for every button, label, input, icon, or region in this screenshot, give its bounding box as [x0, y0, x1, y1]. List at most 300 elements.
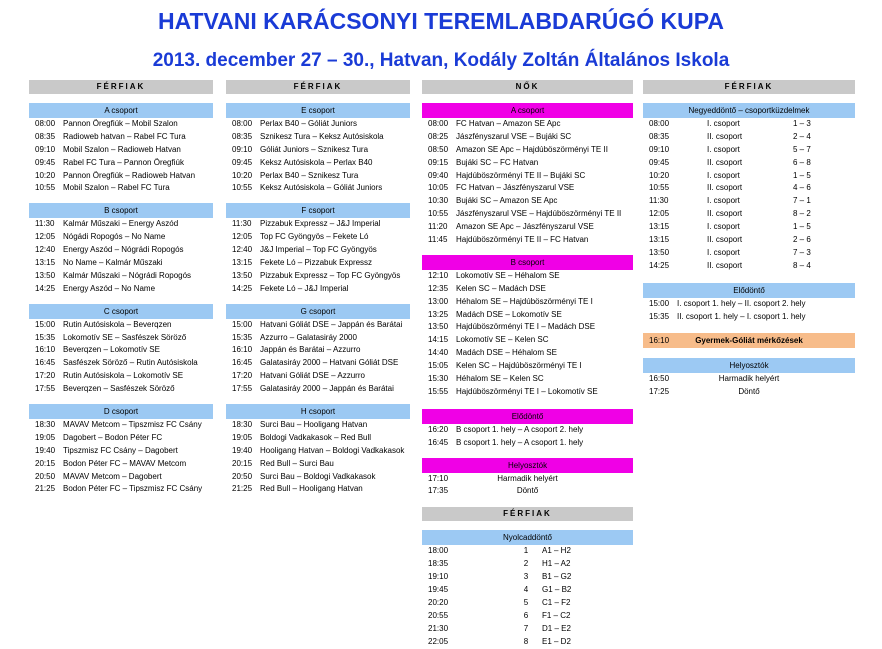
match-time: 15:00	[35, 319, 56, 329]
column-men-groups-a-d	[29, 80, 213, 496]
match-time: 09:10	[35, 144, 56, 154]
match-row	[226, 458, 410, 471]
match-row	[29, 231, 213, 244]
match-row	[422, 334, 633, 347]
match-teams: Hooligang Hatvan – Boldogi Vadkakasok	[260, 445, 405, 455]
match-group: II. csoport	[707, 235, 743, 245]
match-group: II. csoport	[707, 260, 743, 270]
match-time: 16:45	[232, 358, 253, 368]
match-teams: FC Hatvan – Jászfényszarul VSE	[456, 183, 575, 193]
match-row	[422, 437, 633, 450]
match-teams: Red Bull – Surci Bau	[260, 458, 334, 468]
group-list	[29, 103, 213, 496]
match-group: II. csoport	[707, 209, 743, 219]
match-time: 10:20	[232, 170, 253, 180]
match-teams: No Name – Kalmár Műszaki	[63, 258, 163, 268]
round-of-16-header: Nyolcaddöntő	[422, 530, 633, 545]
match-time: 13:50	[232, 270, 253, 280]
match-teams: Radioweb hatvan – Rabel FC Tura	[63, 131, 186, 141]
match-teams: FC Hatvan – Amazon SE Apc	[456, 119, 561, 128]
match-time: 16:50	[649, 374, 670, 384]
match-time: 15:00	[232, 319, 253, 329]
group-header: E csoport	[226, 103, 410, 118]
match-row	[226, 344, 410, 357]
match-time: 09:45	[649, 157, 670, 167]
match-row	[422, 571, 633, 584]
match-row	[643, 157, 855, 170]
match-time: 19:40	[232, 445, 253, 455]
match-time: 13:50	[35, 270, 56, 280]
match-time: 15:00	[649, 298, 670, 308]
match-number: 2	[523, 559, 529, 569]
match-teams: Beverqzen – Sasfészek Söröző	[63, 384, 175, 394]
match-row	[29, 432, 213, 445]
match-time: 17:35	[428, 486, 449, 496]
match-time: 09:15	[428, 157, 449, 167]
match-time: 12:05	[649, 209, 670, 219]
group-header: G csoport	[226, 304, 410, 319]
match-teams: Keksz Autósiskola – Góliát Juniors	[260, 183, 383, 193]
match-time: 11:45	[428, 235, 448, 245]
match-teams: Kalmár Műszaki – Energy Aszód	[63, 219, 179, 229]
match-row	[643, 118, 855, 131]
match-time: 16:20	[428, 424, 449, 434]
match-time: 16:10	[35, 345, 56, 355]
match-teams: Döntő	[738, 387, 760, 397]
match-time: 18:30	[232, 420, 253, 430]
special-event-time: 16:10	[649, 336, 670, 346]
match-row	[422, 118, 633, 131]
match-row	[422, 386, 633, 399]
match-time: 17:55	[232, 384, 253, 394]
match-group: II. csoport	[707, 131, 743, 141]
placement-header: Helyosztók	[643, 358, 855, 373]
match-teams: Hajdúböszörményi TE II – FC Hatvan	[456, 235, 589, 245]
match-row	[29, 157, 213, 170]
match-teams: Jászfényszarul VSE – Bujáki SC	[456, 131, 572, 141]
match-teams: Kalmár Műszaki – Nógrádi Ropogós	[63, 270, 192, 280]
match-teams: Perlax B40 – Sznikesz Tura	[260, 170, 359, 180]
match-time: 11:20	[428, 222, 448, 232]
match-row	[29, 458, 213, 471]
match-row	[643, 131, 855, 144]
match-teams: B csoport 1. hely – A csoport 2. hely	[456, 424, 584, 434]
match-teams: Mobil Szalon – Rabel FC Tura	[63, 183, 170, 193]
match-row	[643, 386, 855, 399]
match-time: 15:35	[649, 311, 670, 321]
match-teams: Pannon Öregfiúk – Mobil Szalon	[63, 119, 178, 128]
match-row	[226, 357, 410, 370]
match-group: I. csoport	[707, 119, 740, 128]
match-list	[422, 118, 633, 247]
match-teams: Góliát Juniors – Sznikesz Tura	[260, 144, 369, 154]
match-time: 12:35	[428, 283, 449, 293]
match-row	[226, 370, 410, 383]
match-teams: Perlax B40 – Góliát Juniors	[260, 119, 357, 128]
match-teams: Tipszmisz FC Csány – Dagobert	[63, 445, 178, 455]
match-row	[422, 485, 633, 498]
match-teams: Top FC Gyöngyös – Fekete Ló	[260, 232, 369, 242]
match-row	[422, 208, 633, 221]
match-teams: Sznikesz Tura – Keksz Autósiskola	[260, 131, 384, 141]
match-time: 20:50	[232, 471, 253, 481]
match-time: 15:55	[428, 386, 449, 396]
match-teams: Sasfészek Söröző – Rutin Autósiskola	[63, 358, 198, 368]
match-row	[422, 182, 633, 195]
match-time: 10:30	[428, 196, 449, 206]
match-teams: Hajdúböszörményi TE I – Lokomotív SE	[456, 386, 598, 396]
match-row	[422, 424, 633, 437]
spacer	[29, 396, 213, 404]
match-list	[643, 373, 855, 399]
match-row	[226, 383, 410, 396]
match-row	[422, 131, 633, 144]
match-time: 17:20	[232, 371, 253, 381]
match-pairing: 4 – 6	[793, 183, 811, 193]
match-time: 15:05	[428, 361, 449, 371]
match-teams: Dagobert – Bodon Péter FC	[63, 432, 163, 442]
group-header: C csoport	[29, 304, 213, 319]
match-pairing: H1 – A2	[542, 559, 571, 569]
match-row	[422, 157, 633, 170]
match-row	[29, 270, 213, 283]
semifinal-header: Elődöntő	[422, 409, 633, 424]
match-row	[422, 360, 633, 373]
match-row	[29, 483, 213, 496]
match-row	[643, 170, 855, 183]
match-row	[226, 144, 410, 157]
match-row	[643, 221, 855, 234]
match-time: 19:05	[232, 432, 253, 442]
match-row	[643, 247, 855, 260]
match-row	[643, 144, 855, 157]
match-teams: Mobil Szalon – Radioweb Hatvan	[63, 144, 181, 154]
match-teams: Hatvani Góliát DSE – Azzurro	[260, 371, 365, 381]
match-teams: Jappán és Barátai – Azzurro	[260, 345, 361, 355]
match-pairing: 1 – 3	[793, 119, 811, 128]
group-header: B csoport	[29, 203, 213, 218]
match-teams: Energy Aszód – Nógrádi Ropogós	[63, 245, 184, 255]
match-pairing: C1 – F2	[542, 597, 571, 607]
match-time: 18:30	[35, 420, 56, 430]
group-list	[226, 103, 410, 496]
match-row	[29, 370, 213, 383]
match-pairing: 5 – 7	[793, 144, 811, 154]
match-number: 5	[523, 597, 529, 607]
match-teams: Lokomotív SE – Kelen SC	[456, 335, 549, 345]
match-time: 17:55	[35, 384, 56, 394]
match-time: 10:55	[35, 183, 56, 193]
match-row	[422, 309, 633, 322]
match-teams: Pizzabuk Expressz – Top FC Gyöngyös	[260, 270, 401, 280]
match-time: 12:05	[232, 232, 253, 242]
match-teams: Nógádi Ropogós – No Name	[63, 232, 166, 242]
match-row	[422, 610, 633, 623]
match-time: 10:20	[35, 170, 56, 180]
match-row	[29, 244, 213, 257]
special-event-row	[643, 333, 855, 348]
match-time: 13:15	[35, 258, 56, 268]
match-teams: Rutin Autósiskola – Beverqzen	[63, 319, 172, 329]
match-time: 17:25	[649, 387, 670, 397]
match-row	[29, 170, 213, 183]
match-number: 3	[523, 572, 529, 582]
spacer	[29, 195, 213, 203]
match-time: 17:10	[428, 473, 449, 483]
match-row	[643, 373, 855, 386]
match-row	[226, 182, 410, 195]
placement-header: Helyosztók	[422, 458, 633, 473]
match-pairing: F1 – C2	[542, 610, 571, 620]
match-time: 13:15	[649, 222, 670, 232]
match-time: 13:50	[649, 247, 670, 257]
match-time: 08:00	[35, 119, 56, 128]
match-number: 6	[523, 610, 529, 620]
match-row	[226, 131, 410, 144]
page-subtitle: 2013. december 27 – 30., Hatvan, Kodály Zoltán Általános Iskola	[152, 50, 730, 71]
match-row	[226, 157, 410, 170]
match-time: 17:20	[35, 371, 56, 381]
match-teams: Kelen SC – Hajdúböszörményi TE I	[456, 361, 582, 371]
match-group: I. csoport	[707, 144, 740, 154]
match-row	[226, 270, 410, 283]
match-row	[226, 170, 410, 183]
match-row	[422, 296, 633, 309]
match-pairing: 2 – 4	[793, 131, 811, 141]
match-number: 7	[523, 623, 529, 633]
match-list	[643, 298, 855, 324]
match-time: 11:30	[649, 196, 669, 206]
column-header: FÉRFIAK	[226, 80, 410, 94]
match-time: 13:15	[232, 258, 253, 268]
match-list	[422, 270, 633, 399]
match-teams: Galatasiráy 2000 – Hatvani Góliát DSE	[260, 358, 399, 368]
match-time: 14:25	[649, 260, 670, 270]
match-row	[29, 319, 213, 332]
match-time: 13:00	[428, 296, 449, 306]
column-men-finals	[643, 80, 855, 399]
match-row	[226, 257, 410, 270]
match-row	[422, 144, 633, 157]
match-pairing: G1 – B2	[542, 585, 572, 595]
match-list	[422, 545, 633, 648]
match-pairing: 8 – 4	[793, 260, 811, 270]
match-time: 20:15	[35, 458, 56, 468]
column-men-groups-e-h	[226, 80, 410, 496]
match-row	[29, 357, 213, 370]
match-teams: Bodon Péter FC – Tipszmisz FC Csány	[63, 484, 203, 494]
match-time: 20:55	[428, 610, 449, 620]
match-time: 10:55	[649, 183, 670, 193]
match-teams: J&J Imperial – Top FC Gyöngyös	[260, 245, 377, 255]
match-row	[422, 321, 633, 334]
match-row	[422, 234, 633, 247]
match-teams: Amazon SE Apc – Jászfényszarul VSE	[456, 222, 594, 232]
match-time: 08:25	[428, 131, 449, 141]
match-time: 13:25	[428, 309, 449, 319]
match-teams: B csoport 1. hely – A csoport 1. hely	[456, 437, 584, 447]
match-time: 08:00	[428, 119, 449, 128]
match-row	[643, 260, 855, 273]
match-time: 16:45	[428, 437, 449, 447]
match-time: 08:00	[649, 119, 670, 128]
match-row	[643, 298, 855, 311]
match-time: 19:40	[35, 445, 56, 455]
match-teams: Fekete Ló – Pizzabuk Expressz	[260, 258, 373, 268]
match-row	[29, 332, 213, 345]
match-time: 20:20	[428, 597, 449, 607]
match-teams: Azzurro – Galatasiráy 2000	[260, 332, 357, 342]
match-row	[226, 483, 410, 496]
match-row	[226, 118, 410, 131]
match-teams: MAVAV Metcom – Dagobert	[63, 471, 162, 481]
match-time: 10:05	[428, 183, 449, 193]
match-row	[29, 118, 213, 131]
match-row	[29, 419, 213, 432]
group-header: A csoport	[422, 103, 633, 118]
match-teams: Lokomotív SE – Sasfészek Söröző	[63, 332, 187, 342]
group-header: H csoport	[226, 404, 410, 419]
match-row	[29, 283, 213, 296]
match-time: 10:55	[232, 183, 253, 193]
match-row	[643, 208, 855, 221]
match-teams: Keksz Autósiskola – Perlax B40	[260, 157, 373, 167]
match-row	[29, 218, 213, 231]
group-header: D csoport	[29, 404, 213, 419]
match-pairing: 7 – 1	[793, 196, 811, 206]
match-row	[29, 471, 213, 484]
match-teams: Harmadik helyért	[718, 374, 780, 384]
match-group: I. csoport	[707, 196, 740, 206]
match-group: II. csoport	[707, 183, 743, 193]
match-time: 20:50	[35, 471, 56, 481]
match-group: I. csoport	[707, 247, 740, 257]
match-teams: MAVAV Metcom – Tipszmisz FC Csány	[63, 420, 202, 430]
match-time: 09:45	[35, 157, 56, 167]
match-row	[422, 597, 633, 610]
match-time: 22:05	[428, 636, 449, 646]
match-time: 19:45	[428, 585, 449, 595]
match-teams: Madách DSE – Lokomotív SE	[456, 309, 562, 319]
match-list	[422, 473, 633, 499]
column-header: FÉRFIAK	[29, 80, 213, 94]
match-teams: Rabel FC Tura – Pannon Öregfiúk	[63, 157, 184, 167]
match-time: 21:25	[35, 484, 56, 494]
match-row	[643, 195, 855, 208]
spacer	[226, 296, 410, 304]
match-number: 4	[523, 585, 529, 595]
match-row	[643, 182, 855, 195]
match-time: 19:05	[35, 432, 56, 442]
match-time: 18:35	[428, 559, 449, 569]
match-row	[29, 445, 213, 458]
match-row	[226, 432, 410, 445]
quarterfinal-header: Negyeddöntő – csoportküzdelmek	[643, 103, 855, 118]
match-row	[422, 584, 633, 597]
match-time: 08:35	[35, 131, 56, 141]
match-row	[422, 170, 633, 183]
group-header: A csoport	[29, 103, 213, 118]
match-row	[29, 144, 213, 157]
match-time: 14:15	[428, 335, 449, 345]
match-time: 10:55	[428, 209, 449, 219]
match-pairing: 1 – 5	[793, 222, 811, 232]
group-header: F csoport	[226, 203, 410, 218]
match-pairing: 8 – 2	[793, 209, 811, 219]
match-teams: Harmadik helyért	[497, 473, 558, 483]
match-time: 14:40	[428, 348, 449, 358]
match-teams: II. csoport 1. hely – I. csoport 1. hely	[677, 311, 806, 321]
match-row	[422, 283, 633, 296]
match-teams: Galatasiráy 2000 – Jappán és Barátai	[260, 384, 394, 394]
match-row	[422, 195, 633, 208]
match-time: 12:40	[35, 245, 56, 255]
match-time: 10:20	[649, 170, 670, 180]
match-time: 09:45	[232, 157, 253, 167]
column-women	[422, 80, 633, 649]
match-pairing: 2 – 6	[793, 235, 811, 245]
match-row	[643, 311, 855, 324]
match-time: 08:50	[428, 144, 449, 154]
match-list	[643, 118, 855, 273]
match-time: 19:10	[428, 572, 449, 582]
match-row	[422, 221, 633, 234]
match-time: 21:30	[428, 623, 449, 633]
match-row	[226, 283, 410, 296]
match-row	[29, 182, 213, 195]
match-teams: Lokomotív SE – Héhalom SE	[456, 270, 560, 280]
match-row	[226, 419, 410, 432]
match-teams: Surci Bau – Hooligang Hatvan	[260, 420, 368, 430]
match-time: 09:40	[428, 170, 449, 180]
match-teams: Pizzabuk Expressz – J&J Imperial	[260, 219, 381, 229]
match-time: 14:25	[232, 283, 253, 293]
column-header: NŐK	[422, 80, 633, 94]
spacer	[226, 396, 410, 404]
match-row	[226, 445, 410, 458]
match-pairing: 7 – 3	[793, 247, 811, 257]
match-time: 16:45	[35, 358, 56, 368]
match-pairing: A1 – H2	[542, 546, 571, 556]
match-pairing: D1 – E2	[542, 623, 571, 633]
match-teams: Hajdúböszörményi TE II – Bujáki SC	[456, 170, 586, 180]
match-time: 08:00	[232, 119, 253, 128]
match-teams: Boldogi Vadkakasok – Red Bull	[260, 432, 372, 442]
match-row	[226, 332, 410, 345]
match-teams: Héhalom SE – Kelen SC	[456, 374, 544, 384]
spacer	[226, 195, 410, 203]
spacer	[29, 296, 213, 304]
match-pairing: 6 – 8	[793, 157, 811, 167]
match-row	[29, 131, 213, 144]
match-row	[29, 344, 213, 357]
match-time: 12:05	[35, 232, 56, 242]
match-row	[643, 234, 855, 247]
match-row	[226, 244, 410, 257]
match-teams: Hatvani Góliát DSE – Jappán és Barátai	[260, 319, 403, 329]
match-pairing: E1 – D2	[542, 636, 571, 646]
match-time: 21:25	[232, 484, 253, 494]
match-teams: I. csoport 1. hely – II. csoport 2. hely	[677, 298, 806, 308]
match-number: 1	[523, 546, 529, 556]
match-time: 15:30	[428, 374, 449, 384]
match-row	[422, 473, 633, 486]
match-row	[29, 257, 213, 270]
match-row	[422, 623, 633, 636]
match-teams: Jászfényszarul VSE – Hajdúböszörményi TE II	[456, 209, 622, 219]
special-event-name: Gyermek-Góliát mérkőzések	[695, 336, 803, 346]
match-row	[422, 545, 633, 558]
